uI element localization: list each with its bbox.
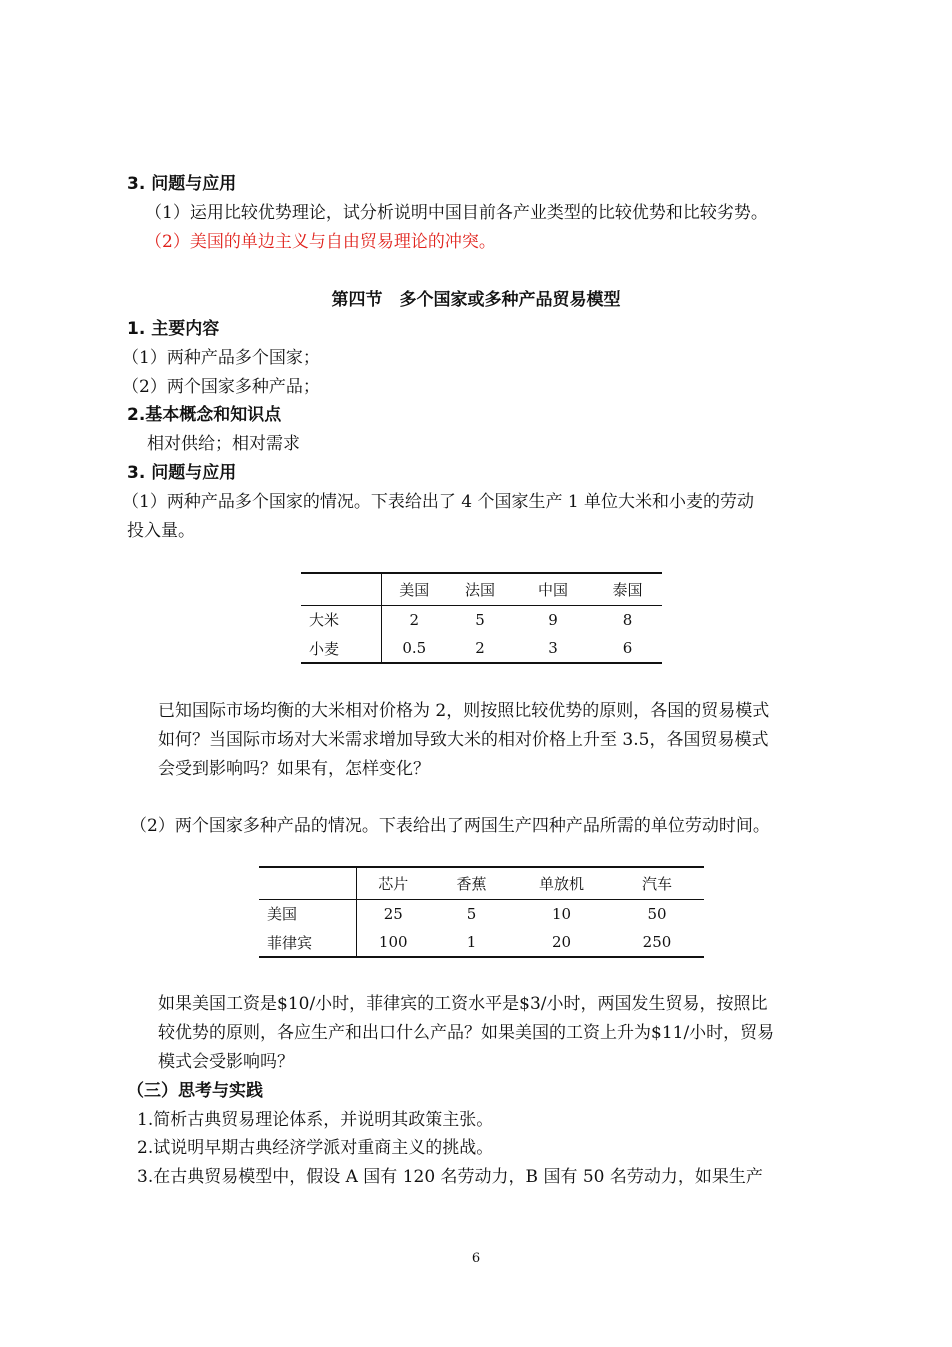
table-cell: 1 <box>466 933 477 951</box>
table-row <box>301 634 662 663</box>
question1-line-1: （1）两种产品多个国家的情况。下表给出了 4 个国家生产 1 单位大米和小麦的劳动 <box>122 492 755 512</box>
row-label: 小麦 <box>301 634 381 663</box>
table-cell: 5 <box>475 610 485 629</box>
section3-item-1: （1）运用比较优势理论，试分析说明中国目前各产业类型的比较优势和比较劣势。 <box>145 203 768 223</box>
table-row <box>301 605 662 634</box>
table-cell: 8 <box>622 610 633 629</box>
table-cell: 25 <box>383 904 403 923</box>
table-header-cell: 香蕉 <box>456 874 487 893</box>
table-header-cell: 汽车 <box>641 874 672 893</box>
question2-followup-line-3: 模式会受影响吗？ <box>158 1052 294 1072</box>
row-label: 美国 <box>259 899 356 928</box>
table-cell: 5 <box>466 904 477 923</box>
table-header-cell <box>301 573 381 605</box>
table-header-row <box>259 867 704 899</box>
applications-heading: 3. 问题与应用 <box>127 463 237 483</box>
table-cell: 50 <box>647 904 667 923</box>
main-content-item-1: （1）两种产品多个国家； <box>122 348 320 368</box>
question2-followup-line-2: 较优势的原则，各应生产和出口什么产品？如果美国的工资上升为$11/小时，贸易 <box>158 1023 775 1043</box>
practice-item-3: 3.在古典贸易模型中，假设 A 国有 120 名劳动力，B 国有 50 名劳动力，如果生产 <box>137 1167 763 1187</box>
table-header-cell: 美国 <box>399 580 430 599</box>
table-cell: 2 <box>409 610 420 629</box>
table-header-cell: 中国 <box>537 580 568 599</box>
row-label: 菲律宾 <box>259 928 356 957</box>
concepts-text: 相对供给；相对需求 <box>147 434 300 454</box>
concepts-heading: 2.基本概念和知识点 <box>127 405 282 425</box>
question1-followup-line-1: 已知国际市场均衡的大米相对价格为 2，则按照比较优势的原则，各国的贸易模式 <box>158 701 770 721</box>
question2-line: （2）两个国家多种产品的情况。下表给出了两国生产四种产品所需的单位劳动时间。 <box>130 816 770 836</box>
question1-line-2: 投入量。 <box>127 521 195 541</box>
practice-item-1: 1.简析古典贸易理论体系，并说明其政策主张。 <box>137 1110 494 1130</box>
section4-title: 第四节 多个国家或多种产品贸易模型 <box>331 290 621 310</box>
question1-followup-line-2: 如何？当国际市场对大米需求增加导致大米的相对价格上升至 3.5，各国贸易模式 <box>158 730 769 750</box>
practice-item-2: 2.试说明早期古典经济学派对重商主义的挑战。 <box>137 1138 494 1158</box>
table-cell: 9 <box>548 610 558 629</box>
table-cell: 6 <box>622 639 633 657</box>
table-header-cell: 泰国 <box>612 580 643 599</box>
table-row <box>259 899 704 928</box>
question2-followup-line-1: 如果美国工资是$10/小时，菲律宾的工资水平是$3/小时，两国发生贸易，按照比 <box>158 994 768 1014</box>
page-number: 6 <box>471 1251 481 1266</box>
unit-labor-table <box>259 866 704 958</box>
table-header-cell: 法国 <box>464 580 495 599</box>
table-cell: 3 <box>548 639 558 657</box>
labor-input-table <box>301 572 662 664</box>
question1-followup-line-3: 会受到影响吗？如果有，怎样变化？ <box>158 759 430 779</box>
main-content-item-2: （2）两个国家多种产品； <box>122 377 320 397</box>
table-cell: 100 <box>378 933 408 951</box>
row-label: 大米 <box>301 605 381 634</box>
table-cell: 0.5 <box>402 639 427 657</box>
table-header-cell <box>259 867 356 899</box>
main-content-heading: 1. 主要内容 <box>127 319 220 339</box>
table-cell: 250 <box>642 933 672 951</box>
table-cell: 20 <box>551 933 572 951</box>
table-header-cell: 单放机 <box>538 874 584 893</box>
section3-heading: 3. 问题与应用 <box>127 174 237 194</box>
table-header-cell: 芯片 <box>378 874 409 893</box>
table-cell: 10 <box>551 904 572 923</box>
table-cell: 2 <box>475 639 485 657</box>
section3-item-2: （2）美国的单边主义与自由贸易理论的冲突。 <box>145 232 496 252</box>
practice-heading: （三）思考与实践 <box>127 1081 263 1101</box>
table-header-row <box>301 573 662 605</box>
table-row <box>259 928 704 957</box>
